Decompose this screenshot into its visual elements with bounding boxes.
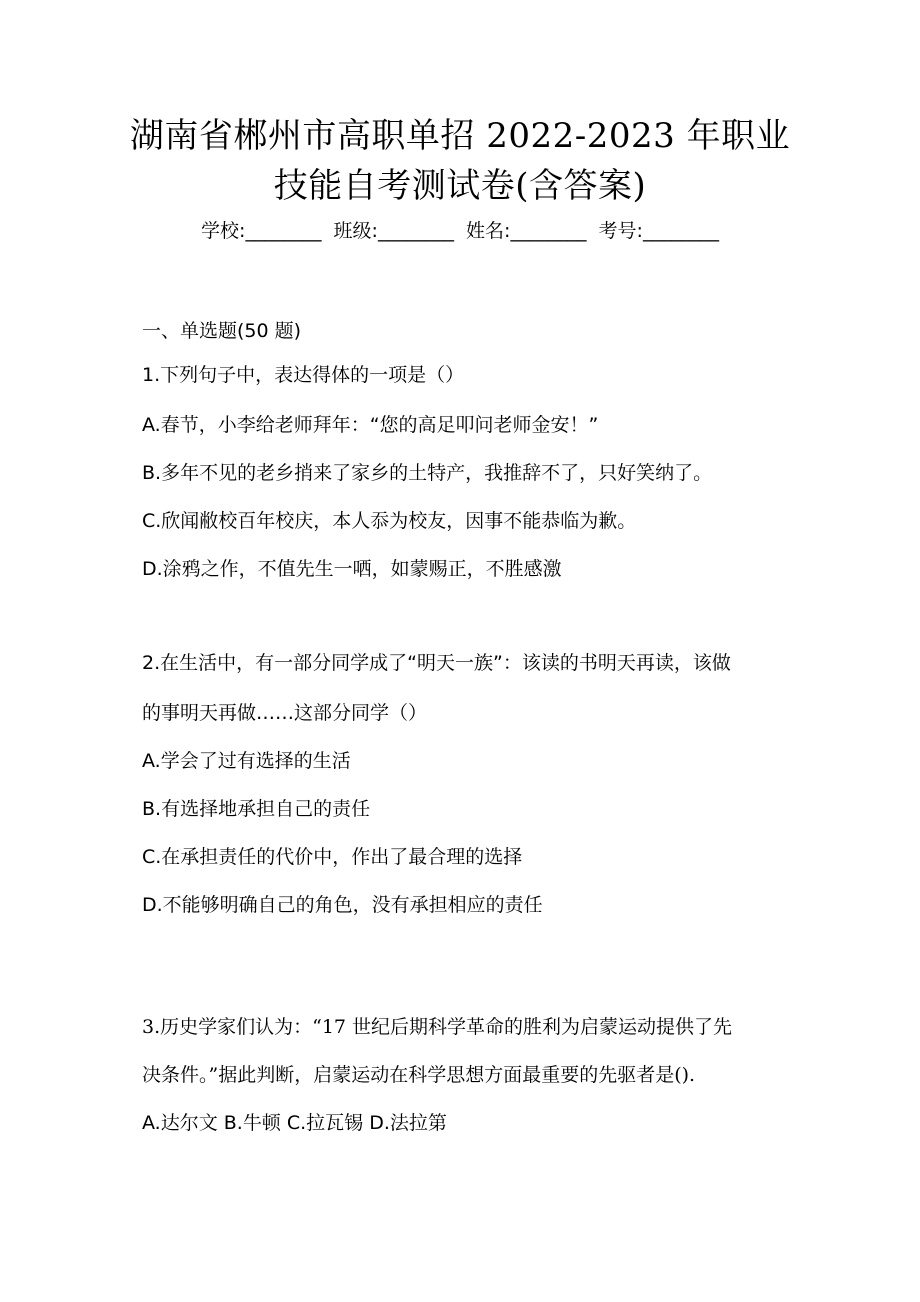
question-1-option-a: A.春节，小李给老师拜年：“您的高足叩问老师金安！” (142, 414, 599, 436)
question-2-stem-line-2: 的事明天再做……这部分同学（） (142, 702, 428, 724)
question-1-option-b: B.多年不见的老乡捎来了家乡的土特产，我推辞不了，只好笑纳了。 (142, 462, 713, 484)
document-title-line-1: 湖南省郴州市高职单招 2022-2023 年职业 (129, 116, 791, 156)
question-1-option-d: D.涂鸦之作，不值先生一哂，如蒙赐正，不胜感激 (142, 558, 562, 580)
question-1-stem: 1.下列句子中，表达得体的一项是（） (142, 364, 465, 386)
question-2-option-b: B.有选择地承担自己的责任 (142, 798, 371, 820)
question-3-stem-line-1: 3.历史学家们认为：“17 世纪后期科学革命的胜利为启蒙运动提供了先 (142, 1016, 733, 1038)
exam-number-field: 考号:________ (598, 220, 719, 242)
question-2-option-d: D.不能够明确自己的角色，没有承担相应的责任 (142, 894, 543, 916)
question-2-option-c: C.在承担责任的代价中，作出了最合理的选择 (142, 846, 523, 868)
document-title-line-2: 技能自考测试卷(含答案) (273, 166, 647, 206)
class-field: 班级:________ (333, 220, 454, 242)
question-3-options: A.达尔文 B.牛顿 C.拉瓦锡 D.法拉第 (142, 1112, 447, 1134)
question-1-option-c: C.欣闻敝校百年校庆，本人忝为校友，因事不能恭临为歉。 (142, 510, 637, 532)
name-field: 姓名:________ (466, 220, 587, 242)
school-field: 学校:________ (201, 220, 322, 242)
section-heading: 一、单选题(50 题) (142, 320, 302, 342)
question-2-stem-line-1: 2.在生活中，有一部分同学成了“明天一族”：该读的书明天再读，该做 (142, 652, 731, 674)
question-3-stem-line-2: 决条件。”据此判断，启蒙运动在科学思想方面最重要的先驱者是(). (142, 1064, 696, 1086)
student-info-fields (0, 218, 920, 244)
question-2-option-a: A.学会了过有选择的生活 (142, 750, 351, 772)
